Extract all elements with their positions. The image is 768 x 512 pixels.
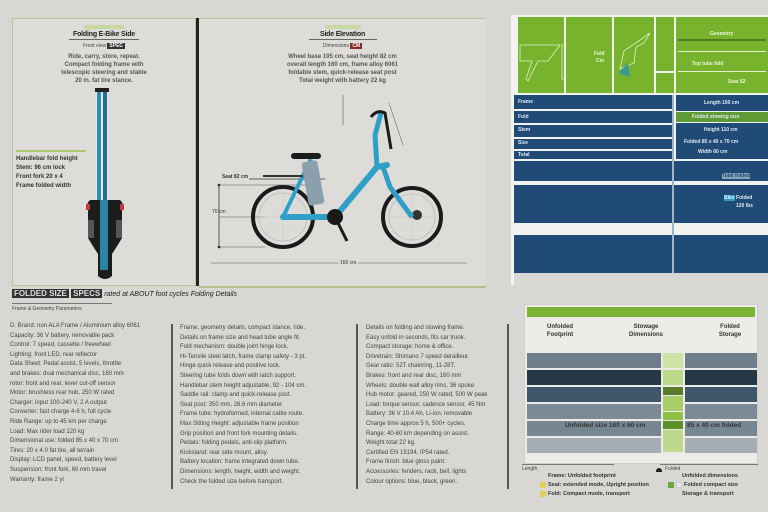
legend-swatch-yellow — [540, 491, 546, 497]
green-label-geometry: Geometry — [710, 31, 734, 37]
chart-bar — [685, 438, 757, 453]
strip-seg — [663, 387, 683, 395]
front-view-notes: Handlebar fold height Stem: 96 cm lock Front fork 20 x 4 Frame folded width — [16, 150, 96, 191]
green-rule — [678, 39, 766, 41]
green-label-seat: Seat 82 — [728, 79, 746, 85]
legend-swatch-yellow — [540, 482, 546, 488]
blue-right-folded: Folded stowing size — [692, 114, 740, 120]
chart-header-unfolded: Unfolded Footprint — [546, 324, 574, 338]
strip-seg — [663, 421, 683, 429]
chart-bar — [685, 370, 757, 385]
front-view-subtitle: Front view SPEC — [82, 43, 124, 49]
side-view-subtitle: Dimensions CM — [322, 43, 361, 49]
green-rule — [678, 51, 766, 52]
notes-accent-line — [16, 150, 86, 152]
axis-label-length: Length — [522, 466, 538, 472]
bike-side-view-illustration — [205, 95, 485, 275]
blue-band-3 — [514, 235, 768, 273]
front-view-blurb: Ride, carry, store, repeat. Compact folding frame with telescopic steering and stable 20 in. fat tire stance. — [61, 54, 147, 84]
chart-bar — [527, 404, 661, 419]
chart-bar — [527, 438, 661, 453]
blue-row-3 — [514, 125, 674, 137]
dim-length-label: 160 cm — [340, 260, 357, 266]
chart-bar — [685, 387, 757, 402]
side-view-blurb: Wheel base 105 cm, seat height 82 cm overall length 160 cm, frame alloy 6061 foldable stem, quick-release seat post Total weight with battery 22 kg — [286, 54, 399, 84]
chart-legend-left: Frame: Unfolded footprint Seat: extended mode, Upright position Fold: Compact mode, transport — [540, 472, 650, 499]
blue-band-bike-label: Bike Folded — [724, 195, 753, 201]
chart-header-folded: Folded Storage — [718, 324, 742, 338]
blue-row-1 — [514, 95, 674, 109]
green-cell-2 — [566, 17, 612, 93]
spec-grid-panel — [514, 15, 768, 273]
strip-seg — [663, 370, 683, 385]
blue-label-total: Total — [518, 152, 530, 158]
strip-seg — [663, 353, 683, 368]
dim-seat-label: Seat 82 cm — [222, 174, 249, 180]
chart-header-stowage: Stowage Dimensions — [628, 324, 663, 338]
grid-edge — [511, 15, 514, 285]
chart-header-bar — [527, 307, 755, 317]
blue-right-width: Width 60 cm — [698, 149, 728, 155]
blue-label-size: Size — [518, 140, 529, 146]
chart-bar — [527, 353, 661, 368]
axis-marker-icon — [656, 468, 662, 472]
blue-right-length: Length 160 cm — [704, 100, 740, 106]
green-label-fold: Fold — [594, 51, 605, 57]
blue-row-4 — [514, 139, 674, 149]
column-rule — [171, 324, 173, 489]
bike-front-view-illustration — [82, 88, 128, 282]
spec-column-1: D. Brand: non ALA Frame / Aluminium alloy 6061 Capacity: 36 V battery, removable pack Control: 7 speed, cassette / freewheel Lighting: front LED, rear reflector Data Sheet: Pedal assist, 5 levels, throttle and brakes: dual mechanical disc, 160 mm rotor: front and rear, lever cut-off sensor Motor: brushless rear hub, 250 W rated Charger: input 100-240 V, 2 A output Converter: fast charge 4-6 h, full cycle Ride Range: up to 45 km per charge Load: Max rider load 120 kg Dimensional use: folded 85 x 40 x 70 cm Tires: 20 x 4.0 fat tire, all terrain Display: LCD panel, speed, battery level Suspension: front fork, 60 mm travel Warranty: frame 2 yr — [10, 323, 141, 483]
blue-label-frame: Frame — [518, 99, 534, 105]
blue-row-5 — [514, 151, 674, 159]
frame-angle-diagram — [614, 23, 654, 83]
blue-row-2 — [514, 111, 674, 123]
legend-swatch-green — [668, 482, 674, 488]
strip-seg — [663, 430, 683, 452]
blue-band-weight: 120 lbs — [736, 203, 753, 209]
side-view-title: Side Elevation — [319, 31, 366, 38]
green-cell-6 — [676, 17, 768, 93]
dim-height-label: 70 cm — [212, 209, 226, 215]
section-subtitle: Frame & Geometry Parameters — [12, 303, 112, 312]
blue-right-height: Height 110 cm — [704, 127, 738, 133]
chart-legend-right: Unfolded dimensions Folded compact size Storage & transport — [668, 472, 768, 499]
chart-bar — [527, 387, 661, 402]
spec-column-3: Details on folding and stowing frame. Easy unfold in seconds, fits car trunk. Compact storage: home & office. Drivetrain: Shimano 7 speed derailleur. Gear ratio: 52T chainring, 11-28T. Brakes: front and rear disc, 160 mm Wheels: double wall alloy rims, 36 spoke Hub motor: geared, 250 W rated, 500 W peak Load: torque sensor, cadence sensor, 45 Nm Battery: 36 V 10.4 Ah, Li-ion, removable Charge time approx 5 h, 500+ cycles. Range: 40-60 km depending on assist. Weight total 22 kg. Certified EN 15194, IP54 rated. Frame finish: blue gloss paint. Accessories: fenders, rack, bell, lights Colour options: blue, black, green. — [366, 325, 488, 485]
green-label-cm: Cm — [596, 58, 605, 64]
blue-label-fold: Fold — [518, 114, 529, 120]
size-comparison-chart — [524, 304, 758, 464]
blue-right-folded-size: Folded 85 x 40 x 70 cm — [684, 139, 739, 145]
title-tag — [84, 25, 124, 29]
chart-label-unfolded: Unfolded size 160 x 60 cm — [565, 422, 646, 429]
spec-column-2: Frame, geometry details, compact stance, ride. Details on frame size and head tube angle fit. Fold mechanism: double joint hinge lock. Hi-Tensile steel latch, frame clamp safety - 3 pt. Hinge quick release and positive lock. Steering tube folds down with latch support. Handlebar stem height adjustable, 92 - 104 cm. Saddle rail: clamp and quick-release post. Seat post: 350 mm, 28.6 mm diameter. Frame tube: hydroformed, internal cable route. Max Sitting Height: adjustable frame position Grip position and front fork mounting details. Pedals: folding pedals, anti-slip platform. Kickstand: rear side mount, alloy. Battery location: frame integrated down tube. Dimensions: length, height, width and weight. Check the folded size before transport. — [180, 325, 307, 485]
blue-band-label: Total folded — [722, 173, 750, 179]
green-cell-4 — [656, 17, 674, 71]
blue-label-stem: Stem — [518, 127, 531, 133]
stem-fold-diagram — [518, 25, 564, 85]
chart-axis — [660, 464, 758, 465]
chart-bar — [527, 370, 661, 385]
legend-swatch-blank — [676, 482, 682, 488]
green-rule — [678, 71, 766, 72]
strip-seg — [663, 396, 683, 411]
title-tag — [325, 25, 361, 29]
grid-divider — [672, 95, 674, 273]
column-rule — [356, 324, 358, 489]
green-cell-5 — [656, 73, 674, 93]
axis-label-folded: Folded — [665, 466, 681, 472]
chart-bar — [685, 404, 757, 419]
chart-axis — [522, 464, 614, 465]
title-rule — [69, 39, 139, 40]
section-title: FOLDED SIZE SPECS rated at ABOUT foot cycles Folding Details — [14, 289, 237, 298]
chart-bar — [685, 353, 757, 368]
chart-label-folded: 85 x 40 cm folded — [687, 422, 742, 429]
green-label-top-tube: Top tube fold — [692, 61, 724, 67]
blue-band-2 — [514, 185, 768, 223]
title-rule — [309, 39, 377, 40]
column-rule — [507, 324, 509, 489]
front-view-title: Folding E-Bike Side — [73, 31, 135, 38]
strip-seg — [663, 412, 683, 420]
